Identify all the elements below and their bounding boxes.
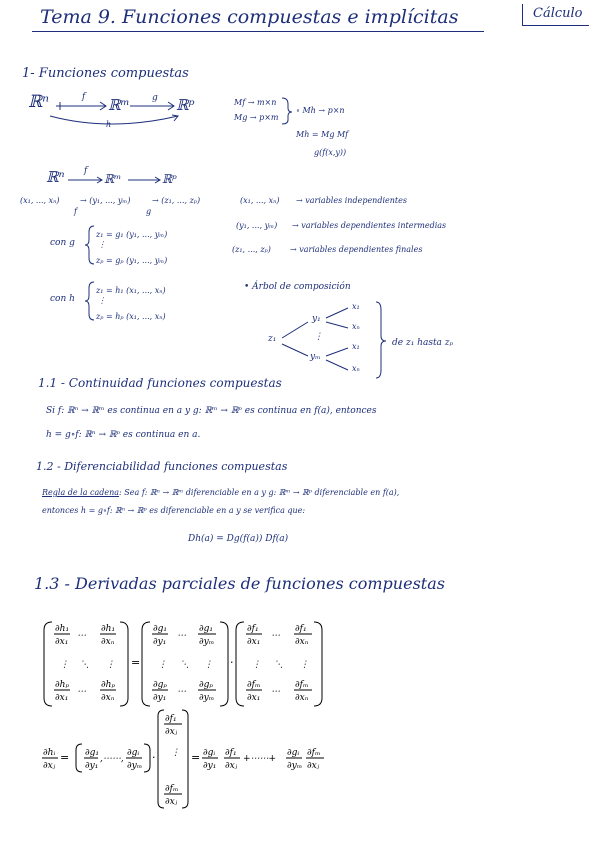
tree-xn-a: xₙ xyxy=(352,322,360,331)
con-h-row1: z₁ = h₁ (x₁, ..., xₙ) xyxy=(96,286,166,295)
svg-text:∂y₁: ∂y₁ xyxy=(153,637,167,647)
section-1-heading: 1- Funciones compuestas xyxy=(22,66,189,81)
partial-derivative-expansion xyxy=(40,708,330,812)
tree-x1-b: x₁ xyxy=(352,342,360,351)
map-f-label: f xyxy=(74,207,77,216)
svg-text:∂f₁: ∂f₁ xyxy=(165,714,177,724)
desc-x: → variables independientes xyxy=(296,196,407,205)
svg-text:⋱: ⋱ xyxy=(274,660,283,670)
svg-text:∂x₁: ∂x₁ xyxy=(247,693,261,703)
svg-text:∂yₘ: ∂yₘ xyxy=(199,637,215,647)
map-y: → (y₁, ..., yₘ) xyxy=(80,196,131,205)
page-title: Tema 9. Funciones compuestas e implícitas xyxy=(40,6,459,28)
svg-text:∂xₙ: ∂xₙ xyxy=(101,637,115,647)
svg-text:·: · xyxy=(230,656,234,669)
tree-title: • Árbol de composición xyxy=(244,282,351,292)
rn-label: ℝⁿ xyxy=(28,92,50,112)
svg-text:∂xₙ: ∂xₙ xyxy=(295,637,309,647)
svg-text:∂xₙ: ∂xₙ xyxy=(295,693,309,703)
svg-text:∂hₚ: ∂hₚ xyxy=(101,680,116,690)
svg-text:∂xₙ: ∂xₙ xyxy=(101,693,115,703)
svg-text:⋯: ⋯ xyxy=(77,631,86,641)
f-label-2: f xyxy=(84,166,88,176)
h-label: h xyxy=(106,120,112,129)
svg-text:∂x₁: ∂x₁ xyxy=(55,637,69,647)
desc-z: → variables dependientes finales xyxy=(290,245,423,254)
var-x: (x₁, ..., xₙ) xyxy=(240,196,280,205)
svg-text:∂f₁: ∂f₁ xyxy=(225,748,237,758)
svg-text:⋮: ⋮ xyxy=(106,660,115,670)
svg-text:⋮: ⋮ xyxy=(300,660,309,670)
svg-text:∂xⱼ: ∂xⱼ xyxy=(225,761,238,771)
svg-text:⋮: ⋮ xyxy=(158,660,167,670)
svg-text:∂f₁: ∂f₁ xyxy=(247,624,259,634)
con-h-label: con h xyxy=(50,294,75,304)
svg-text:∂fₘ: ∂fₘ xyxy=(295,680,309,690)
dims-mh: ∘ Mh → p×n xyxy=(296,106,345,115)
con-h-row2: zₚ = hₚ (x₁, ..., xₙ) xyxy=(96,312,166,321)
svg-text:∂gₚ: ∂gₚ xyxy=(199,680,214,690)
section-1-1-heading: 1.1 - Continuidad funciones compuestas xyxy=(38,376,282,390)
svg-text:∂xⱼ: ∂xⱼ xyxy=(165,727,178,737)
svg-text:∂gᵢ: ∂gᵢ xyxy=(127,748,140,758)
con-h-dots: ⋮ xyxy=(98,296,106,305)
rp-label-2: ℝᵖ xyxy=(162,172,177,186)
dims-mf: Mf → m×n xyxy=(234,98,277,107)
chain-rule-label: Regla de la cadena xyxy=(42,488,120,497)
svg-text:,⋯⋯,: ,⋯⋯, xyxy=(100,754,124,764)
svg-text:⋱: ⋱ xyxy=(180,660,189,670)
chain-rule-line-1 xyxy=(42,488,399,497)
svg-text:=: = xyxy=(60,751,70,764)
svg-text:⋯: ⋯ xyxy=(177,631,186,641)
map-z: → (z₁, ..., zₚ) xyxy=(152,196,201,205)
svg-text:∂fₘ: ∂fₘ xyxy=(247,680,261,690)
svg-text:⋯: ⋯ xyxy=(271,631,280,641)
svg-text:⋮: ⋮ xyxy=(171,748,180,758)
chain-rule-formula: Dh(a) = Dg(f(a)) Df(a) xyxy=(188,534,289,544)
svg-text:∂y₁: ∂y₁ xyxy=(153,693,167,703)
svg-text:⋯: ⋯ xyxy=(77,687,86,697)
svg-text:∂y₁: ∂y₁ xyxy=(85,761,99,771)
rm-label-2: ℝᵐ xyxy=(104,172,122,186)
chain-rule-line-2: entonces h = g∘f: ℝⁿ → ℝᵖ es diferenciable en a y se verifica que: xyxy=(42,506,306,515)
map-g-label: g xyxy=(146,207,152,216)
svg-text:∂xⱼ: ∂xⱼ xyxy=(307,761,320,771)
tree-brace-text: de z₁ hasta zₚ xyxy=(392,338,454,348)
rn-label-2: ℝⁿ xyxy=(46,168,65,186)
svg-text:∂hₚ: ∂hₚ xyxy=(55,680,70,690)
map-x: (x₁, ..., xₙ) xyxy=(20,196,60,205)
svg-text:⋮: ⋮ xyxy=(60,660,69,670)
dims-mg: Mg → p×m xyxy=(234,113,279,122)
svg-text:∂gᵢ: ∂gᵢ xyxy=(203,748,216,758)
svg-text:∂gₚ: ∂gₚ xyxy=(153,680,168,690)
svg-text:∂fₘ: ∂fₘ xyxy=(165,784,179,794)
con-g-row1: z₁ = g₁ (y₁, ..., yₘ) xyxy=(96,230,168,239)
svg-text:=: = xyxy=(191,751,201,764)
con-g-row2: zₚ = gₚ (y₁, ..., yₘ) xyxy=(96,256,168,265)
tree-xn-b: xₙ xyxy=(352,364,360,373)
var-z: (z₁, ..., zₚ) xyxy=(232,245,271,254)
svg-text:⋮: ⋮ xyxy=(204,660,213,670)
continuity-line-1: Si f: ℝⁿ → ℝᵐ es continua en a y g: ℝᵐ → ℝᵖ es continua en f(a), entonces xyxy=(46,406,377,416)
desc-y: → variables dependientes intermedias xyxy=(292,221,447,230)
section-1-3-heading: 1.3 - Derivadas parciales de funciones compuestas xyxy=(34,574,445,593)
svg-text:∂f₁: ∂f₁ xyxy=(295,624,307,634)
f-label: f xyxy=(82,92,86,102)
svg-text:∂yₘ: ∂yₘ xyxy=(127,761,143,771)
svg-text:∂fₘ: ∂fₘ xyxy=(307,748,321,758)
tree-ym: yₘ xyxy=(310,352,321,362)
svg-text:⋮: ⋮ xyxy=(252,660,261,670)
tree-x1-a: x₁ xyxy=(352,302,360,311)
svg-text:∂g₁: ∂g₁ xyxy=(199,624,214,634)
svg-text:=: = xyxy=(131,656,141,669)
con-g-dots: ⋮ xyxy=(98,240,106,249)
svg-text:+⋯⋯+: +⋯⋯+ xyxy=(243,754,277,764)
svg-text:∂g₁: ∂g₁ xyxy=(153,624,168,634)
g-label: g xyxy=(152,93,158,103)
chain-rule-text-1: : Sea f: ℝⁿ → ℝᵐ diferenciable en a y g: ℝᵐ → ℝᵖ diferenciable en f(a), xyxy=(119,488,400,497)
svg-text:∂h₁: ∂h₁ xyxy=(55,624,70,634)
svg-text:∂g₁: ∂g₁ xyxy=(85,748,100,758)
svg-text:∂hᵢ: ∂hᵢ xyxy=(43,748,56,758)
svg-text:·: · xyxy=(152,751,156,764)
con-g-label: con g xyxy=(50,238,75,248)
tree-y1: y₁ xyxy=(312,314,321,324)
jacobian-matrix-equation xyxy=(40,618,330,712)
svg-text:∂h₁: ∂h₁ xyxy=(101,624,116,634)
svg-text:∂gᵢ: ∂gᵢ xyxy=(287,748,300,758)
svg-text:∂yₘ: ∂yₘ xyxy=(199,693,215,703)
svg-text:⋯: ⋯ xyxy=(177,687,186,697)
g-of-f: g(f(x,y)) xyxy=(314,148,347,157)
svg-text:⋱: ⋱ xyxy=(80,660,89,670)
svg-text:∂x₁: ∂x₁ xyxy=(247,637,261,647)
rp-label: ℝᵖ xyxy=(176,96,195,114)
subject-label: Cálculo xyxy=(522,4,589,26)
svg-text:∂y₁: ∂y₁ xyxy=(203,761,217,771)
svg-text:∂x₁: ∂x₁ xyxy=(55,693,69,703)
svg-text:⋯: ⋯ xyxy=(271,687,280,697)
svg-text:∂xⱼ: ∂xⱼ xyxy=(43,761,56,771)
svg-text:∂yₘ: ∂yₘ xyxy=(287,761,303,771)
var-y: (y₁, ..., yₘ) xyxy=(236,221,278,230)
section-1-2-heading: 1.2 - Diferenciabilidad funciones compuestas xyxy=(36,460,288,473)
tree-dots-y: ⋮ xyxy=(314,332,323,342)
continuity-line-2: h = g∘f: ℝⁿ → ℝᵖ es continua en a. xyxy=(46,430,201,440)
tree-root: z₁ xyxy=(268,334,277,344)
mh-formula: Mh = Mg Mf xyxy=(296,130,349,139)
rm-label: ℝᵐ xyxy=(108,96,130,114)
svg-text:∂xⱼ: ∂xⱼ xyxy=(165,797,178,807)
